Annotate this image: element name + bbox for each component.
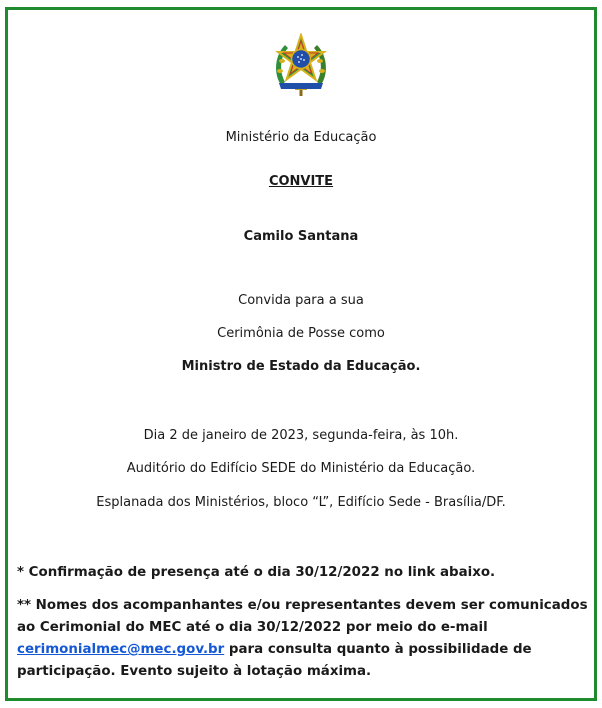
invitation-title: CONVITE [268,174,334,189]
role-title: Ministro de Estado da Educação. [181,359,421,374]
rsvp-note [17,562,592,584]
invite-line-1: Convida para a sua [238,293,364,308]
email-link[interactable]: cerimonialmec@mec.gov.br [17,642,225,657]
companions-note [17,595,592,683]
event-venue: Auditório do Edifício SEDE do Ministério da Educação. [126,461,476,476]
event-date: Dia 2 de janeiro de 2023, segunda-feira, às 10h. [143,428,459,443]
companions-note-tail: para consulta quanto à possibilidade de participação. Evento sujeito à lotação máxima. [17,642,532,679]
event-address: Esplanada dos Ministérios, bloco “L”, Edifício Sede - Brasília/DF. [96,495,506,510]
ministry-name: Ministério da Educação [225,130,377,145]
invite-line-2: Cerimônia de Posse como [217,326,385,341]
companions-note-text: ** Nomes dos acompanhantes e/ou representantes devem ser comunicados ao Cerimonial do MEC até o dia 30/12/2022 por meio do e-mail [17,598,588,635]
coat-of-arms-emblem [271,33,331,97]
host-name: Camilo Santana [243,229,359,244]
rsvp-note-text: * Confirmação de presença até o dia 30/12/2022 no link abaixo. [17,565,496,580]
